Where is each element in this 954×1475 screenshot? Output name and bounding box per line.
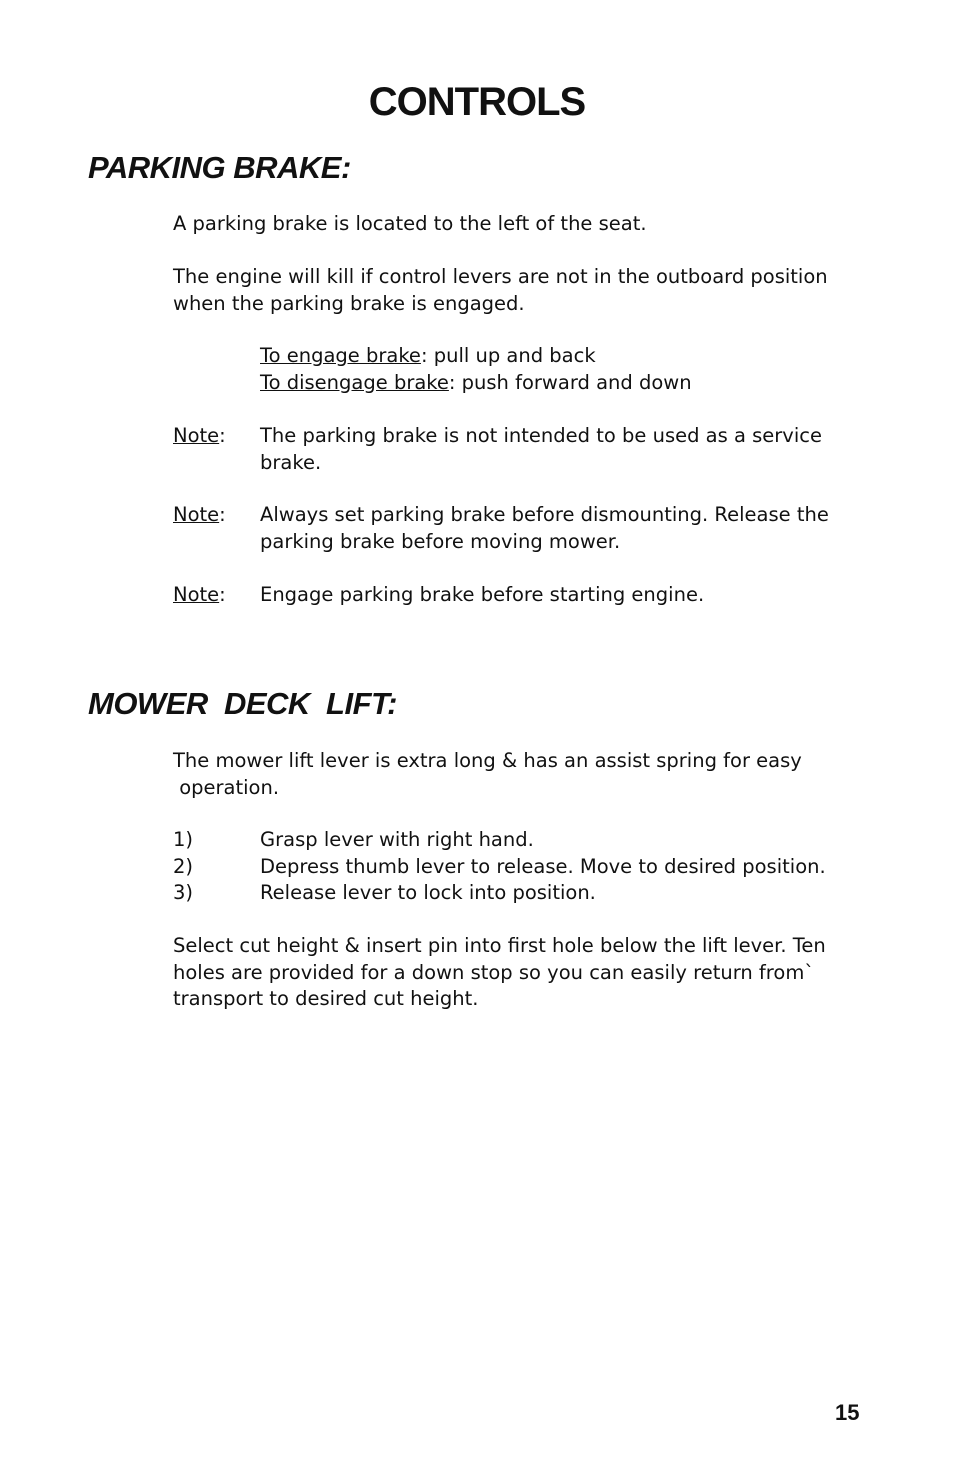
cut-height-line-2: holes are provided for a down stop so you can easily return from` — [173, 960, 815, 984]
engine-kill-line-2: when the parking brake is engaged. — [173, 291, 525, 315]
step-number: 3) — [173, 881, 194, 904]
engage-label: To engage brake — [260, 344, 421, 367]
parking-brake-engine-kill-text — [173, 264, 863, 317]
note-line-1: Engage parking brake before starting engine. — [260, 583, 705, 606]
cut-height-line-3: transport to desired cut height. — [173, 987, 479, 1010]
note-colon: : — [219, 424, 226, 447]
cut-height-line-1: Select cut height & insert pin into first hole below the lift lever. Ten — [173, 934, 826, 957]
parking-brake-heading: PARKING BRAKE: — [88, 150, 351, 185]
disengage-instruction — [260, 370, 860, 397]
step-text: Release lever to lock into position. — [260, 881, 596, 904]
step-text: Depress thumb lever to release. Move to desired position. — [260, 855, 826, 878]
page-number: 15 — [835, 1400, 860, 1425]
note-label: Note — [173, 424, 220, 447]
mower-lift-intro — [173, 748, 863, 801]
note-label: Note — [173, 583, 220, 606]
page-title: CONTROLS — [368, 80, 586, 124]
engine-kill-line-1: The engine will kill if control levers are not in the outboard position — [173, 265, 828, 288]
note-line-1: Always set parking brake before dismounting. Release the — [260, 503, 829, 526]
engage-instruction — [260, 343, 860, 370]
note-colon: : — [219, 583, 226, 606]
step-number: 1) — [173, 828, 194, 851]
step-text: Grasp lever with right hand. — [260, 828, 534, 851]
disengage-text: : push forward and down — [448, 370, 692, 394]
engage-instructions — [260, 343, 860, 396]
intro-line-2: operation. — [173, 775, 280, 799]
cut-height-instructions — [173, 933, 863, 1013]
note-line-2: brake. — [260, 450, 322, 474]
note-line-1: The parking brake is not intended to be used as a service — [260, 424, 822, 447]
engage-text: : pull up and back — [420, 344, 596, 367]
step-number: 2) — [173, 855, 194, 878]
parking-brake-location-text: A parking brake is located to the left of the seat. — [173, 212, 647, 235]
note-label: Note — [173, 503, 220, 526]
disengage-label: To disengage brake — [260, 370, 449, 394]
mower-deck-lift-heading: MOWER DECK LIFT: — [88, 686, 397, 721]
intro-line-1: The mower lift lever is extra long & has an assist spring for easy — [173, 749, 802, 772]
note-line-2: parking brake before moving mower. — [260, 529, 621, 553]
note-colon: : — [219, 503, 226, 526]
